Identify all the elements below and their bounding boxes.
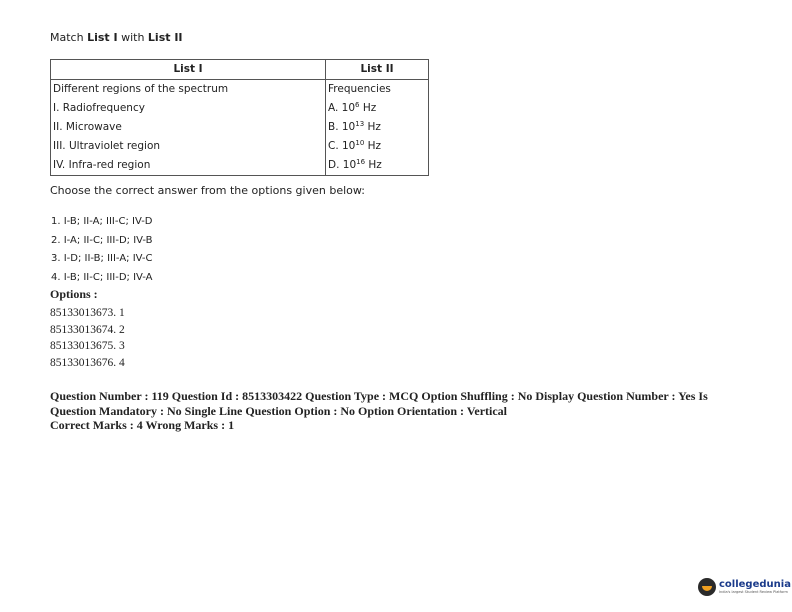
prompt-list2: List II xyxy=(147,31,183,44)
metadata-line: Question Number : 119 Question Id : 8513303422 Question Type : MCQ Option Shuffling : No Display Question Number : Yes Is xyxy=(50,389,708,403)
option-id-item: 85133013673. 1 xyxy=(50,307,125,319)
table-row xyxy=(51,118,429,137)
frequency-unit: Hz xyxy=(365,159,382,171)
frequency-unit: Hz xyxy=(364,140,382,152)
table-cell-right xyxy=(326,118,429,137)
table-header-list2: List II xyxy=(326,60,429,80)
table-cell-left: II. Microwave xyxy=(51,118,326,137)
table-cell-left: IV. Infra-red region xyxy=(51,156,326,176)
table-cell-right xyxy=(326,80,429,100)
answer-choice: 3. I-D; II-B; III-A; IV-C xyxy=(51,253,153,264)
table-cell-left: I. Radiofrequency xyxy=(51,99,326,118)
prompt-mid: with xyxy=(117,31,148,44)
table-cell-right xyxy=(326,156,429,176)
table-row xyxy=(51,156,429,176)
option-id-item: 85133013674. 2 xyxy=(50,323,125,336)
table-cell-left: Different regions of the spectrum xyxy=(51,80,326,100)
table-header-list1: List I xyxy=(51,60,326,80)
option-id-item: 85133013676. 4 xyxy=(50,356,125,369)
answer-choice: 1. I-B; II-A; III-C; IV-D xyxy=(51,216,153,227)
frequency-base: D. 10 xyxy=(328,159,357,171)
collegedunia-logo xyxy=(698,578,791,596)
prompt-prefix: Match xyxy=(50,31,88,44)
metadata-line: Question Mandatory : No Single Line Question Option : No Option Orientation : Vertical xyxy=(50,403,508,418)
instruction-text: Choose the correct answer from the options given below: xyxy=(50,184,365,197)
answer-choice-list xyxy=(51,213,153,287)
table-cell-right xyxy=(326,137,429,156)
frequency-base: B. 10 xyxy=(328,121,356,133)
question-prompt xyxy=(50,31,183,44)
collegedunia-logo-icon xyxy=(698,578,716,596)
table-header-row xyxy=(51,60,429,80)
answer-choice: 4. I-B; II-C; III-D; IV-A xyxy=(51,271,153,283)
table-row xyxy=(51,137,429,156)
frequency-unit: Hz xyxy=(364,121,381,133)
frequency-exponent: 13 xyxy=(355,120,365,128)
frequency-exponent: 6 xyxy=(355,101,360,109)
option-id-item: 85133013675. 3 xyxy=(50,340,125,352)
frequency-base: A. 10 xyxy=(328,102,356,114)
table-cell-left: III. Ultraviolet region xyxy=(51,137,326,156)
frequency-exponent: 10 xyxy=(355,139,365,147)
options-heading: Options : xyxy=(50,287,98,301)
frequency-base: C. 10 xyxy=(328,140,356,152)
prompt-list1: List I xyxy=(87,31,118,44)
frequency-exponent: 16 xyxy=(356,158,366,166)
logo-name: collegedunia xyxy=(719,579,791,590)
question-metadata xyxy=(50,389,750,433)
logo-text xyxy=(719,579,791,595)
logo-tagline: India's largest Student Review Platform xyxy=(719,590,788,594)
option-id-list xyxy=(50,305,125,371)
match-table xyxy=(50,59,429,176)
frequency-base: Frequencies xyxy=(328,83,391,95)
table-row xyxy=(51,99,429,118)
metadata-line: Correct Marks : 4 Wrong Marks : 1 xyxy=(50,418,235,432)
table-cell-right xyxy=(326,99,429,118)
answer-choice: 2. I-A; II-C; III-D; IV-B xyxy=(51,234,153,246)
frequency-unit: Hz xyxy=(359,102,377,114)
table-row xyxy=(51,80,429,100)
